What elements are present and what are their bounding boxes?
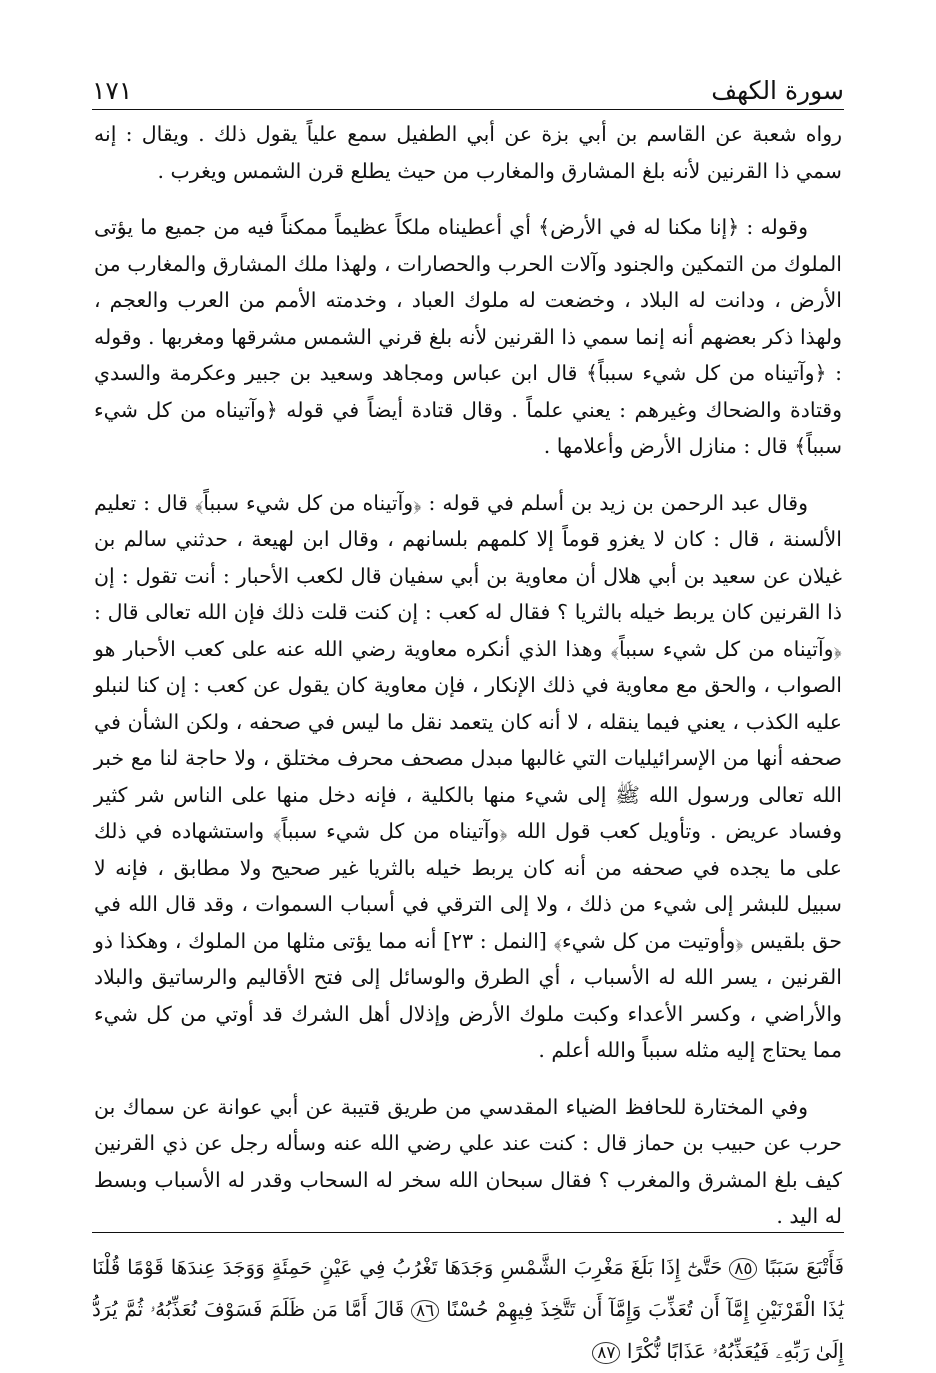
paragraph-2: وقوله : ﴿إنا مكنا له في الأرض﴾ أي أعطيناه ملكاً عظيماً ممكناً فيه من جميع ما يؤتى الملوك من التمكين والجنود وآلات الحرب والحصارات ، ولهذا ملك المشارق والمغارب من الأرض ، ودانت له البلاد ، وخضعت له ملوك العباد ، وخدمته الأمم من العرب والعجم ، ولهذا ذكر بعضهم أنه إنما سمي ذا القرنين لأنه بلغ قرني الشمس مشرقها ومغربها . وقوله : ﴿وآتيناه من كل شيء سبباً﴾ قال ابن عباس ومجاهد وسعيد بن جبير وعكرمة والسدي وقتادة والضحاك وغيرهم : يعني علماً . وقال قتادة أيضاً في قوله ﴿وآتيناه من كل شيء سبباً﴾ قال : منازل الأرض وأعلامها . [94,215,842,458]
verse-87-number: ٨٧ [592,1342,620,1364]
commentary-text [94,116,842,1255]
page-number: ١٧١ [92,76,133,105]
page-header [92,74,844,110]
paragraph-4: وفي المختارة للحافظ الضياء المقدسي من طريق قتيبة عن أبي عوانة عن سماك بن حرب عن حبيب بن حماز قال : كنت عند علي رضي الله عنه وسأله رجل عن ذي القرنين كيف بلغ المشرق والمغرب ؟ فقال سبحان الله سخر له السحاب وقدر له الأسباب وبسط له اليد . [94,1094,842,1228]
verse-86-number: ٨٦ [411,1300,439,1322]
verse-86-text: حَتَّىٰٓ إِذَا بَلَغَ مَغْرِبَ الشَّمْسِ وَجَدَهَا تَغْرُبُ فِي عَيْنٍ حَمِئَةٍ وَوَجَدَ عِندَهَا قَوْمًا قُلْنَا يَٰذَا الْقَرْنَيْنِ إِمَّآ أَن تُعَذِّبَ وَإِمَّآ أَن تَتَّخِذَ فِيهِمْ حُسْنًا [92,1255,844,1321]
quran-verses [92,1232,844,1373]
paragraph-1: رواه شعبة عن القاسم بن أبي بزة عن أبي الطفيل سمع علياً يقول ذلك . ويقال : إنه سمي ذا القرنين لأنه بلغ المشارق والمغارب من حيث يطلع قرن الشمس ويغرب . [94,122,842,183]
surah-title: سورة الكهف [711,76,844,105]
verse-85-number: ٨٥ [729,1258,757,1280]
verse-85-text: فَأَتْبَعَ سَبَبًا [764,1255,845,1279]
paragraph-3: وقال عبد الرحمن بن زيد بن أسلم في قوله : ﴿وآتيناه من كل شيء سبباً﴾ قال : تعليم الألسنة ، قال : كان لا يغزو قوماً إلا كلمهم بلسانهم ، وقال ابن لهيعة ، حدثني سالم بن غيلان عن سعيد بن أبي هلال أن معاوية بن أبي سفيان قال لكعب الأحبار : أنت تقول : إن ذا القرنين كان يربط خيله بالثريا ؟ فقال له كعب : إن كنت قلت ذلك فإن الله تعالى قال : ﴿وآتيناه من كل شيء سبباً﴾ وهذا الذي أنكره معاوية رضي الله عنه على كعب الأحبار هو الصواب ، والحق مع معاوية في ذلك الإنكار ، فإن معاوية كان يقول عن كعب : إن كنا لنبلو عليه الكذب ، يعني فيما ينقله ، لا أنه كان يتعمد نقل ما ليس في صحفه ، ولكن الشأن في صحفه أنها من الإسرائيليات التي غالبها مبدل مصحف محرف مختلق ، ولا حاجة لنا مع خبر الله تعالى ورسول الله ﷺ إلى شيء منها بالكلية ، فإنه دخل منها على الناس شر كثير وفساد عريض . وتأويل كعب قول الله ﴿وآتيناه من كل شيء سبباً﴾ واستشهاده في ذلك على ما يجده في صحفه من أنه كان يربط خيله بالثريا غير صحيح ولا مطابق ، فإنه لا سبيل للبشر إلى شيء من ذلك ، ولا إلى الترقي في أسباب السموات ، وقد قال الله في حق بلقيس ﴿وأوتيت من كل شيء﴾ [النمل : ٢٣] أنه مما يؤتى مثلها من الملوك ، وهكذا ذو القرنين ، يسر الله له الأسباب ، أي الطرق والوسائل إلى فتح الأقاليم والرساتيق والبلاد والأراضي ، وكسر الأعداء وكبت ملوك الأرض وإذلال أهل الشرك قد أوتي من كل شيء مما يحتاج إليه مثله سبباً والله أعلم . [94,490,842,1062]
verse-87-text: قَالَ أَمَّا مَن ظَلَمَ فَسَوْفَ نُعَذِّبُهُۥ ثُمَّ يُرَدُّ إِلَىٰ رَبِّهِۦ فَيُعَذِّبُهُۥ عَذَابًا نُّكْرًا [92,1297,844,1363]
